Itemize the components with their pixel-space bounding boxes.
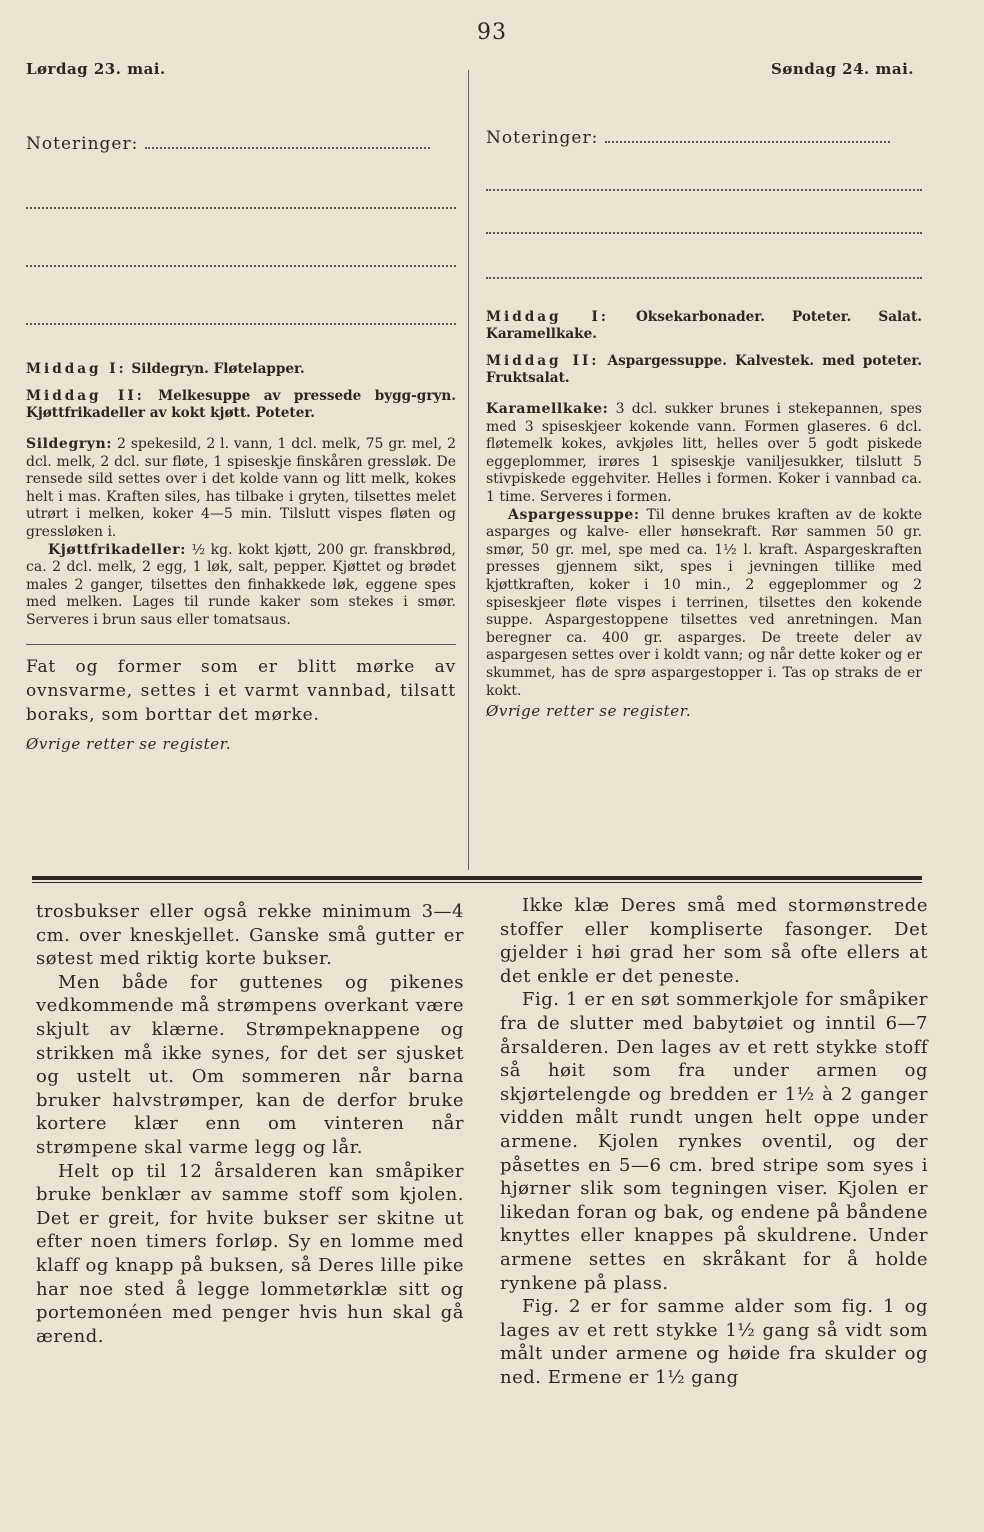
menu-block <box>26 361 456 422</box>
see-register-note: Øvrige retter se register. <box>26 734 232 753</box>
article-paragraph: Men både for guttenes og pikenes vedkommende må strømpens overkant være skjult av klærne. Strømpeknappene og strikken må ikke synes, for det ser sjusket og ustelt ut. Om sommeren når barna bruker halvstrømper, kan de derfor bruke kortere klær enn om vinteren når strømpene skal varme legg og lår. <box>36 971 464 1158</box>
saturday-column <box>26 60 456 753</box>
recipe-head: Sildegryn: <box>26 436 113 452</box>
notes-label <box>486 128 922 148</box>
recipe-text: Til denne brukes kraften av de kokte asparges og kalve- eller hønsekraft. Rør sammen 50 gr. smør, 50 gr. mel, spe med ca. 1½ l. kraft. Aspargeskraften presses gjennem sikt, spes i jevningen tillike med kjøttkraften, koker i 10 min., 2 eggeplommer og 2 spiseskjeer fløte vispes i terrinen, tilsettes den kokende suppe. Aspargestoppene tilsettes ved anretningen. Man beregner ca. 400 gr. asparges. De treete deler av aspargesen settes over i koldt vann; og når dette koker og er skummet, has de sprø aspargestopper i. Tas op straks de er kokt. <box>486 506 923 699</box>
recipe-head: Karamellkake: <box>486 401 609 417</box>
menu-label: Middag II: <box>486 353 600 369</box>
recipe <box>486 401 922 507</box>
menu-line <box>26 388 456 422</box>
menu-text: Aspargessuppe. Kalvestek. med poteter. Fruktsalat. <box>486 353 922 386</box>
section-divider <box>32 882 922 883</box>
menu-line <box>486 353 922 387</box>
recipe-head: Aspargessuppe: <box>508 506 640 523</box>
article-paragraph: Fig. 2 er for samme alder som fig. 1 og lages av et rett stykke 1½ gang så vidt som målt under armene og høide fra skulder og ned. Ermene er 1½ gang <box>500 1296 928 1388</box>
column-divider <box>468 70 469 870</box>
notes-dotted-line <box>486 188 922 191</box>
notes-dotted-line <box>26 322 456 325</box>
sunday-column <box>486 60 922 720</box>
recipe-text: 3 dcl. sukker brunes i stekepannen, spes med 3 spiseskjeer kokende vann. Formen glaseres. 6 dcl. fløtemelk kokes, avkjøles litt, helles over 5 godt piskede eggeplommer, irøres 1 spiseskje vaniljesukker, tilslutt 5 stivpiskede eggehviter. Helles i formen. Koker i vannbad ca. 1 time. Serveres i formen. <box>486 401 922 505</box>
article-paragraph: trosbukser eller også rekke minimum 3—4 cm. over kneskjellet. Ganske små gutter er søtest med riktig korte bukser. <box>36 901 464 970</box>
menu-block <box>486 309 922 387</box>
notes-label-text: Noteringer: <box>26 134 139 154</box>
menu-text: Oksekarbonader. Poteter. Salat. Karamellkake. <box>486 309 922 342</box>
page-number: 93 <box>477 20 507 45</box>
notes-dotted-line <box>145 146 430 149</box>
notes-label-text: Noteringer: <box>486 128 599 148</box>
menu-line <box>486 309 922 343</box>
recipe <box>26 542 456 630</box>
menu-text: Melkesuppe av pressede bygg-gryn. Kjøttfrikadeller av kokt kjøtt. Poteter. <box>26 388 456 421</box>
recipe <box>486 507 922 701</box>
notes-dotted-line <box>26 206 456 209</box>
household-tip: Fat og former som er blitt mørke av ovnsvarme, settes i et varmt vannbad, tilsatt boraks, som borttar det mørke. <box>26 656 456 725</box>
recipe <box>26 436 456 542</box>
recipe-text: ½ kg. kokt kjøtt, 200 gr. franskbrød, ca. 2 dcl. melk, 2 egg, 1 løk, salt, pepper. Kjøttet og brødet males 2 ganger, tilsettes den finhakkede løk, eggene spes med melken. Lages til runde kaker som stekes i smør. Serveres i brun saus eller tomatsaus. <box>26 541 456 628</box>
article-paragraph: Fig. 1 er en søt sommerkjole for småpiker fra de slutter med babytøiet og inntil 6—7 årsalderen. Den lages av et rett stykke stoff så høit som fra under armen og skjørtelengde og bredden er 1½ à 2 ganger vidden målt rundt ungen helt oppe under armene. Kjolen rynkes oventil, og der påsettes en 5—6 cm. bred stripe som syes i hjørner slik som tegningen viser. Kjolen er likedan foran og bak, og endene på båndene knyttes eller knappes på skuldrene. Under armene settes en skråkant for å holde rynkene på plass. <box>500 989 928 1294</box>
notes-label <box>26 134 456 154</box>
menu-label: Middag I: <box>26 361 127 377</box>
see-register-note: Øvrige retter se register. <box>486 702 692 721</box>
section-divider <box>32 876 922 880</box>
notes-dotted-line <box>486 231 922 234</box>
divider <box>26 644 456 645</box>
notes-dotted-line <box>486 276 922 279</box>
notes-dotted-line <box>605 140 890 143</box>
menu-text: Sildegryn. Fløtelapper. <box>131 361 305 377</box>
menu-line <box>26 361 456 378</box>
article-paragraph: Ikke klæ Deres små med stormønstrede stoffer eller kompliserte fasonger. Det gjelder i høi grad her som så ofte ellers at det enkle er det peneste. <box>500 895 928 987</box>
article-paragraph: Helt op til 12 årsalderen kan småpiker bruke benklær av samme stoff som kjolen. Det er greit, for hvite bukser ser skitne ut efter noen timers forløp. Sy en lomme med klaff og knapp på buksen, så Deres lille pike har noe sted å legge lommetørklæ sitt og portemonéen med penger hvis hun skal gå ærend. <box>36 1160 464 1347</box>
recipe-head: Kjøttfrikadeller: <box>48 541 186 558</box>
menu-label: Middag I: <box>486 309 609 325</box>
day-header: Søndag 24. mai. <box>771 60 914 78</box>
notes-dotted-line <box>26 264 456 267</box>
article-left-column <box>36 900 464 1348</box>
article-right-column <box>500 894 928 1389</box>
menu-label: Middag II: <box>26 388 145 404</box>
day-header: Lørdag 23. mai. <box>26 60 166 78</box>
recipe-text: 2 spekesild, 2 l. vann, 1 dcl. melk, 75 gr. mel, 2 dcl. melk, 2 dcl. sur fløte, 1 spiseskje finskåren gressløk. De rensede sild settes over i det kolde vann og litt melk, kokes helt i mas. Kraften siles, has tilbake i gryten, tilsettes melet utrørt i melken, koker 4—5 min. Tilslutt vispes fløten og gressløken i. <box>26 436 456 540</box>
